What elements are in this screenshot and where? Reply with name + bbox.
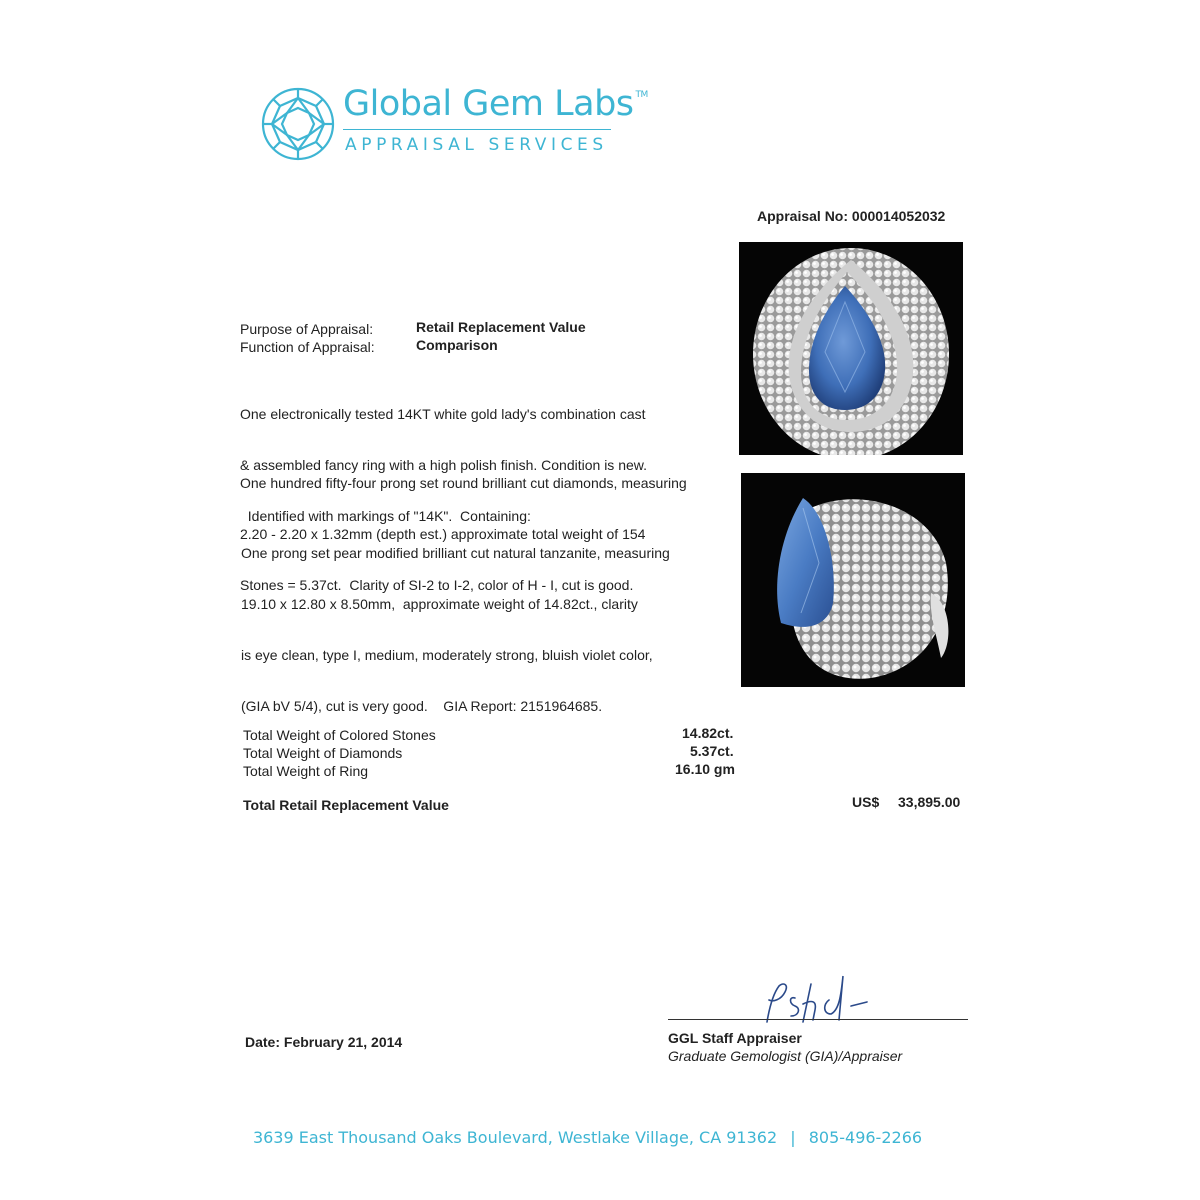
description-line: One hundred fifty-four prong set round brilliant cut diamonds, measuring — [240, 475, 687, 491]
description-line: & assembled fancy ring with a high polish finish. Condition is new. — [240, 457, 647, 473]
brand-name-text: Global Gem Labs — [343, 84, 634, 124]
retail-value-currency: US$ — [852, 794, 880, 810]
total-label: Total Weight of Diamonds — [243, 745, 403, 761]
total-label: Total Weight of Colored Stones — [243, 727, 436, 743]
description-line: is eye clean, type I, medium, moderately strong, bluish violet color, — [241, 647, 653, 663]
description-line: Identified with markings of "14K". Containing: — [240, 508, 531, 524]
appraisal-date: Date: February 21, 2014 — [245, 1034, 403, 1050]
brand-divider — [343, 129, 611, 130]
description-line: 2.20 - 2.20 x 1.32mm (depth est.) approximate total weight of 154 — [240, 526, 646, 542]
total-value: 14.82ct. — [682, 725, 734, 741]
retail-value-amount: 33,895.00 — [898, 794, 961, 810]
description-paragraph-3 — [241, 511, 670, 732]
signer-title: GGL Staff Appraiser — [668, 1030, 802, 1046]
description-line: Stones = 5.37ct. Clarity of SI-2 to I-2, color of H - I, cut is good. — [240, 577, 634, 593]
signature-icon — [755, 970, 875, 1030]
footer-phone: 805-496-2266 — [808, 1128, 923, 1147]
purpose-label: Purpose of Appraisal: — [240, 321, 374, 337]
function-value: Comparison — [416, 337, 498, 353]
brand-name — [343, 84, 648, 124]
ring-top-view-photo — [739, 242, 963, 455]
footer-separator: | — [790, 1128, 796, 1147]
description-line: One prong set pear modified brilliant cut natural tanzanite, measuring — [241, 545, 670, 561]
total-value: 16.10 gm — [675, 761, 735, 777]
brand-subtitle: APPRAISAL SERVICES — [345, 135, 608, 155]
ring-side-view-photo — [741, 473, 965, 687]
function-label: Function of Appraisal: — [240, 339, 375, 355]
description-line: One electronically tested 14KT white gold lady's combination cast — [240, 406, 646, 422]
gem-logo-icon — [260, 86, 336, 162]
appraisal-number: Appraisal No: 000014052032 — [757, 208, 946, 224]
total-value: 5.37ct. — [690, 743, 734, 759]
description-line: (GIA bV 5/4), cut is very good. GIA Report: 2151964685. — [241, 698, 603, 714]
total-label: Total Weight of Ring — [243, 763, 369, 779]
purpose-value: Retail Replacement Value — [416, 319, 586, 335]
description-line: 19.10 x 12.80 x 8.50mm, approximate weight of 14.82ct., clarity — [241, 596, 638, 612]
footer-address: 3639 East Thousand Oaks Boulevard, Westlake Village, CA 91362 — [252, 1128, 778, 1147]
brand-trademark: TM — [635, 90, 648, 100]
signer-credential: Graduate Gemologist (GIA)/Appraiser — [668, 1048, 903, 1064]
signature-line — [668, 1019, 968, 1020]
retail-value-label: Total Retail Replacement Value — [243, 797, 449, 813]
footer-contact — [0, 1128, 1175, 1147]
